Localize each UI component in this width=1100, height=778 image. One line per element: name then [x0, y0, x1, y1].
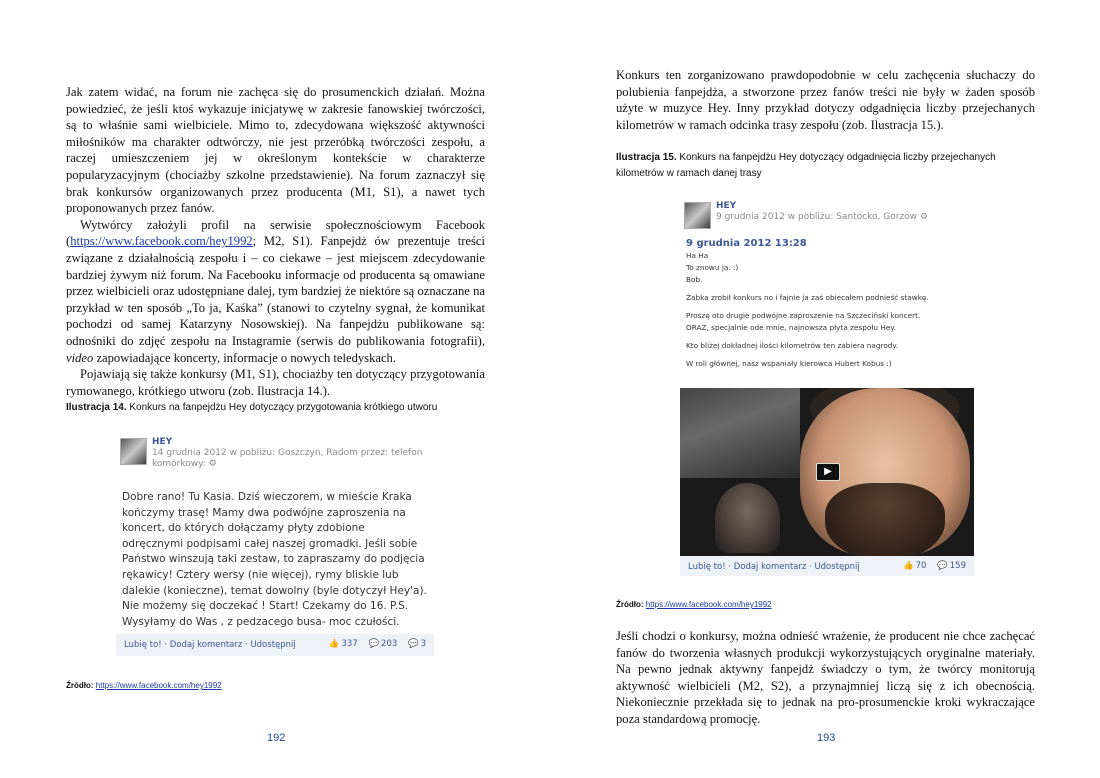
caption-text: Konkurs na fanpejdżu Hey dotyczący przygotowania krótkiego utworu — [129, 402, 438, 413]
video-window — [680, 388, 800, 478]
like-icon: 👍 — [903, 561, 914, 571]
source-link[interactable]: https://www.facebook.com/hey1992 — [95, 681, 222, 690]
page-number: 192 — [267, 732, 286, 744]
post-meta-line: 14 grudnia 2012 w pobliżu: Goszczyn, Radom przez: telefon — [152, 448, 423, 458]
post-meta — [152, 448, 422, 470]
post-action-bar — [680, 556, 974, 576]
source-note — [66, 681, 222, 690]
comment-icon: 💬 — [368, 639, 380, 649]
facebook-post — [116, 432, 434, 657]
post-stats — [895, 561, 966, 571]
post-header — [116, 432, 434, 472]
post-actions[interactable]: Lubię to! · Dodaj komentarz · Udostępnij — [124, 640, 296, 650]
post-lines — [686, 250, 968, 370]
post-line: W roli głównej, nasz wspaniały kierowca Hubert Kobus :) — [686, 359, 892, 368]
video-thumbnail[interactable] — [680, 388, 974, 556]
post-actions[interactable]: Lubię to! · Dodaj komentarz · Udostępnij — [688, 562, 860, 572]
figure-caption — [616, 150, 1036, 182]
source-label: Źródło: — [66, 681, 94, 690]
right-body-text — [616, 67, 1035, 133]
source-label: Źródło: — [616, 600, 644, 609]
paragraph: Konkurs ten zorganizowano prawdopodobnie w celu zachęcenia słuchaczy do polubienia fanpejdża, a stworzone przez fanów treści nie były w żaden sposób użyte w muzyce Hey. Inny przykład dotyczy odgadnięcia liczby przejechanych kilometrów w ramach odcinka trasy zespołu (zob. Ilustracja 15.). — [616, 68, 1035, 132]
post-line: Żabka zrobił konkurs no i fajnie ja zaś obiecałem podnieść stawkę. — [686, 293, 929, 302]
page-number: 193 — [817, 732, 836, 744]
caption-text: Konkurs na fanpejdżu Hey dotyczący odgadnięcia liczby przejechanych kilometrów w ramach danej trasy — [616, 152, 996, 179]
figure-caption — [66, 400, 506, 416]
paragraph: Jeśli chodzi o konkursy, można odnieść wrażenie, że producent nie chce zachęcać fanów do tworzenia własnych produkcji wykorzystujących oryginalne materiały. Na pewno jednak aktywny fanpejdż świadczy o tym, że twórcy monitorują aktywność wielbicieli (M2, S2), a przynajmniej liczą się z ich obecnością. Niekoniecznie przekłada się to jednak na pro-prosumenckie kroki wykraczające poza standardową promocję. — [616, 629, 1035, 726]
share-icon: 💬 — [407, 639, 419, 649]
comment-count: 159 — [949, 561, 966, 571]
facebook-link[interactable]: https://www.facebook.com/hey1992 — [70, 234, 253, 249]
share-count: 3 — [420, 639, 426, 649]
source-link[interactable]: https://www.facebook.com/hey1992 — [645, 600, 772, 609]
post-line: Ha Ha — [686, 251, 709, 260]
post-stats — [321, 639, 426, 649]
post-date-heading: 9 grudnia 2012 13:28 — [686, 238, 807, 249]
caption-label: Ilustracja 14. — [66, 402, 127, 413]
post-author[interactable]: HEY — [716, 201, 737, 211]
right-page — [550, 0, 1100, 778]
source-note — [616, 600, 772, 609]
left-body-text — [66, 84, 485, 399]
video-passenger — [715, 483, 780, 553]
facebook-post — [680, 196, 974, 576]
post-action-bar — [116, 634, 434, 656]
play-icon[interactable]: ▶ — [816, 463, 840, 481]
text-span: zapowiadające koncerty, informacje o nowych teledyskach. — [96, 350, 396, 365]
text-span: ; M2, S1). Fanpejdż ów prezentuje treści związane z działalnością zespołu i – co ciekawe – jest miejscem zdecydowanie bardziej żywym niż forum. Na Facebooku informacje od producenta są omawiane przez wielbicieli oraz udostępniane dalej, tym bardziej że niektóre są oznaczane na przykład w ten sposób „To ja, Kaśka” (stanowi to czytelny sygnał, że komunikat pochodzi od samej Katarzyny Nosowskiej). Na fanpejdżu publikowane są: odnośniki do zdjęć zespołu na Instagramie (serwis do publikowania fotografii), — [66, 234, 485, 348]
video-beard — [825, 483, 945, 556]
post-line: Proszę oto drugie podwójne zaproszenie na Szczeciński koncert. — [686, 311, 921, 320]
post-header — [680, 196, 974, 236]
paragraph: Jak zatem widać, na forum nie zachęca się do prosumenckich działań. Można powiedzieć, że jeśli ktoś wykazuje inicjatywę w zakresie fanowskiej twórczości, są to właśnie sami wielbiciele. Mimo to, zdecydowana większość aktywności miłośników ma charakter odtwórczy, nie jest przeróbką twórczości zespołu, a raczej umieszczeniem jej w określonym kontekście w charakterze popularyzacyjnym (chociażby szkolne przedstawienie). Na forum zaznaczył się brak konkursów organizowanych przez producenta (M1, S1), a nawet tych proponowanych przez fanów. — [66, 85, 485, 216]
post-line: Bob. — [686, 275, 703, 284]
paragraph — [66, 217, 485, 366]
avatar — [684, 202, 711, 229]
italic-word: video — [66, 350, 94, 365]
comment-count: 203 — [381, 639, 398, 649]
post-meta: 9 grudnia 2012 w pobliżu: Santocko, Gorzow ⚙ — [716, 212, 928, 222]
post-line: Kto bliżej dokładnej ilości kilometrów ten zabiera nagrody. — [686, 341, 899, 350]
comment-icon: 💬 — [937, 561, 948, 571]
like-icon: 👍 — [328, 639, 340, 649]
caption-label: Ilustracja 15. — [616, 152, 677, 163]
post-body — [686, 238, 968, 370]
post-line: To znowu ja. :) — [686, 263, 739, 272]
avatar — [120, 438, 147, 465]
post-meta-line: komórkowy: ⚙ — [152, 459, 217, 469]
text-span: Wytwórcy założyli profil na serwisie społecznościowym Facebook ( — [66, 217, 485, 249]
right-body-text-2 — [616, 628, 1035, 728]
post-body: Dobre rano! Tu Kasia. Dziś wieczorem, w mieście Kraka kończymy trasę! Mamy dwa podwójne zaproszenia na koncert, do których dołączamy płyty zdobione odręcznymi podpisami całej naszej gromadki. Jeśli sobie Państwo winszują taki zestaw, to zapraszamy do podjęcia rękawicy! Cztery wersy (nie więcej), rymy bliskie lub dalekie (konieczne), temat dowolny (byle dotyczył Hey'a). Nie możemy się doczekać ! Start! Czekamy do 16. P.S. Wysyłamy do Was , z pedzacego busa- moc czułości. — [122, 491, 427, 628]
post-line: ORAZ, specjalnie ode mnie, najnowsza płyta zespołu Hey. — [686, 323, 896, 332]
post-author[interactable]: HEY — [152, 437, 173, 447]
paragraph: Pojawiają się także konkursy (M1, S1), chociażby ten dotyczący przygotowania rymowanego, krótkiego utworu (zob. Ilustracja 14.). — [66, 367, 485, 398]
like-count: 337 — [341, 639, 358, 649]
like-count: 70 — [915, 561, 927, 571]
